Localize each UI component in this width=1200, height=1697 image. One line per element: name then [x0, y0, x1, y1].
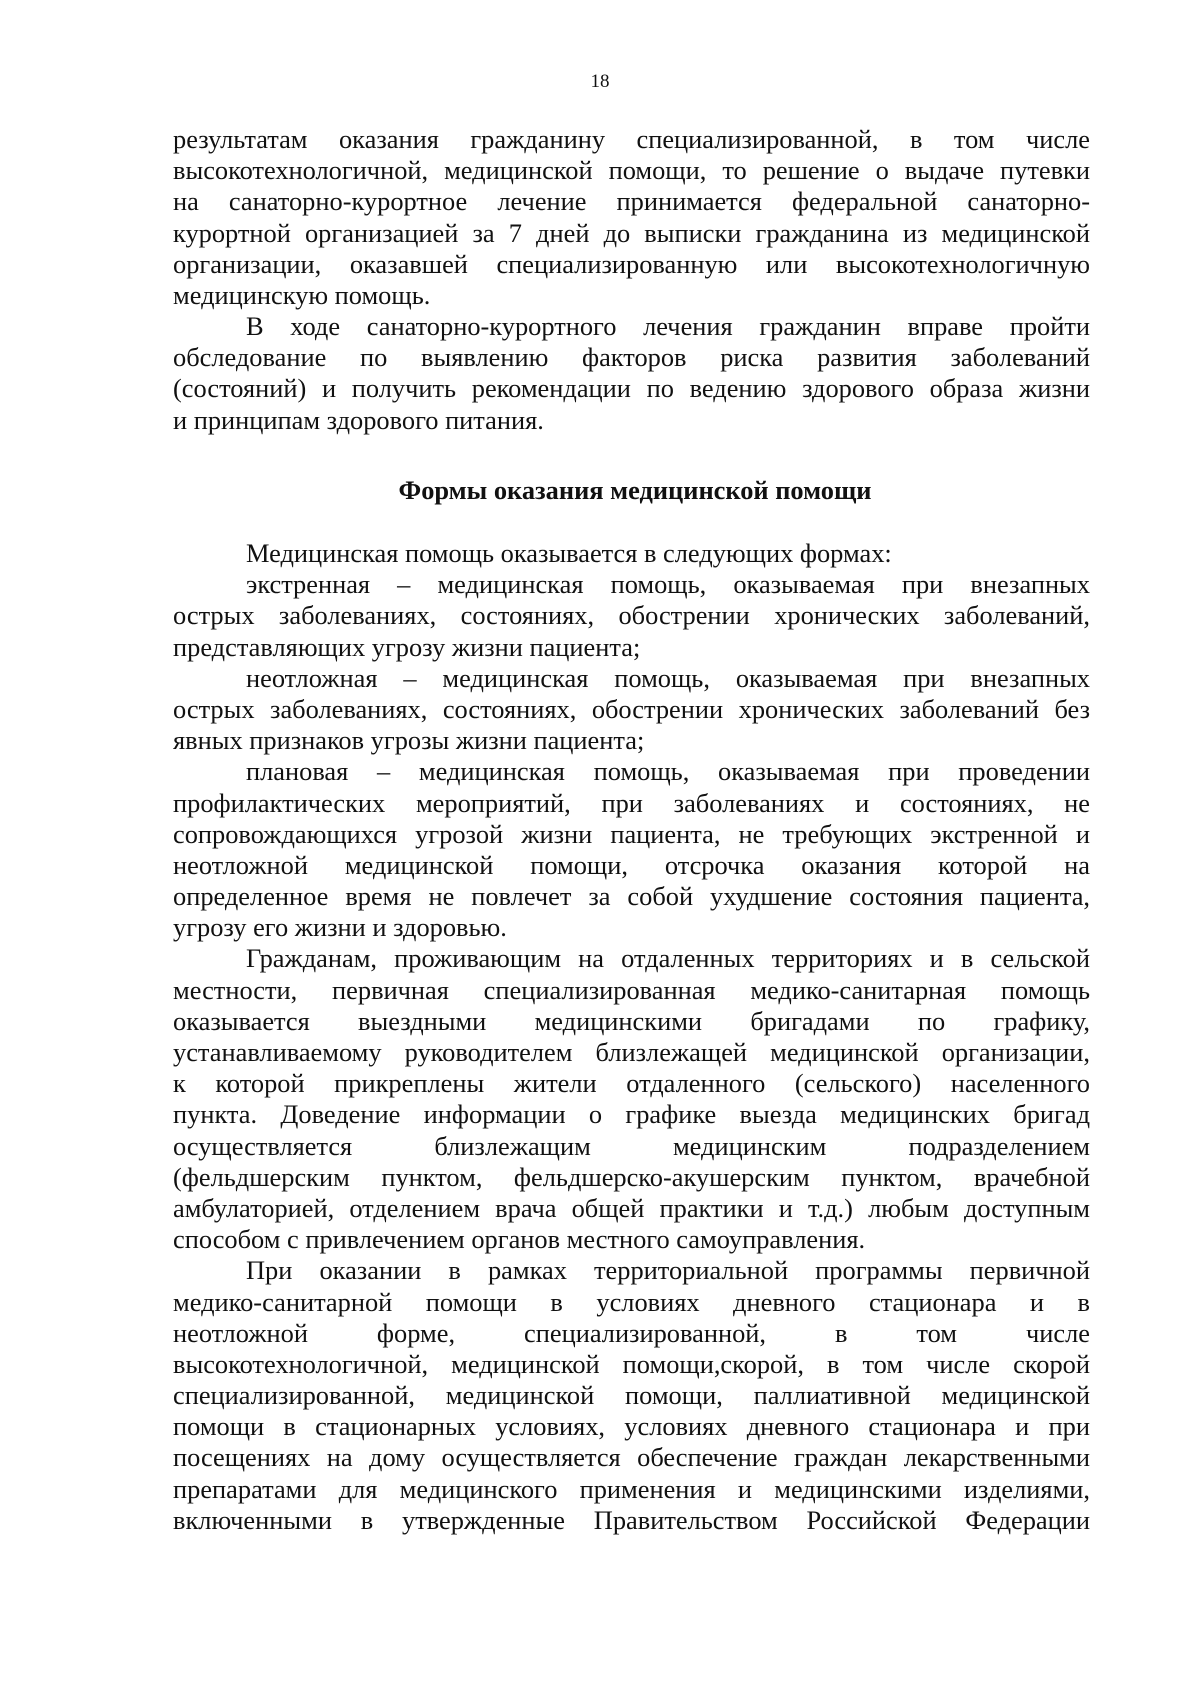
- section-heading: Формы оказания медицинской помощи: [398, 475, 872, 505]
- text-line: курортной организацией за 7 дней до выписки гражданина из медицинской: [173, 217, 1090, 248]
- text-line: (фельдшерским пунктом, фельдшерско-акушерским пунктом, врачебной: [173, 1161, 1090, 1192]
- text-line: специализированной, медицинской помощи, паллиативной медицинской: [173, 1380, 1090, 1411]
- text-line: и принципам здорового питания.: [173, 404, 544, 435]
- text-line: способом с привлечением органов местного самоуправления.: [173, 1224, 866, 1255]
- text-line: включенными в утвержденные Правительством Российской Федерации: [173, 1504, 1090, 1535]
- text-line: посещениях на дому осуществляется обеспечение граждан лекарственными: [173, 1442, 1090, 1473]
- text-line: медико-санитарной помощи в условиях дневного стационара и в: [173, 1286, 1090, 1317]
- text-line: устанавливаемому руководителем близлежащей медицинской организации,: [173, 1037, 1090, 1067]
- text-line: Гражданам, проживающим на отдаленных территориях и в сельской: [246, 943, 1090, 974]
- text-line: пункта. Доведение информации о графике выезда медицинских бригад: [173, 1099, 1090, 1130]
- text-line: на санаторно-курортное лечение принимается федеральной санаторно-: [173, 186, 1090, 217]
- text-line: явных признаков угрозы жизни пациента;: [173, 725, 645, 756]
- page-number: 18: [590, 71, 610, 92]
- text-line: сопровождающихся угрозой жизни пациента, не требующих экстренной и: [173, 818, 1090, 849]
- text-line: представляющих угрозу жизни пациента;: [173, 631, 641, 662]
- text-line: организации, оказавшей специализированную или высокотехнологичную: [173, 248, 1090, 279]
- text-line: высокотехнологичной, медицинской помощи, то решение о выдаче путевки: [173, 155, 1090, 186]
- text-line: В ходе санаторно-курортного лечения гражданин вправе пройти: [246, 311, 1090, 341]
- text-line: экстренная – медицинская помощь, оказываемая при внезапных: [246, 569, 1090, 600]
- text-line: профилактических мероприятий, при заболеваниях и состояниях, не: [173, 787, 1090, 818]
- text-line: неотложной форме, специализированной, в том числе: [173, 1317, 1090, 1348]
- section-body: [173, 538, 1090, 1536]
- text-line: Медицинская помощь оказывается в следующих формах:: [246, 538, 892, 568]
- text-line: (состояний) и получить рекомендации по ведению здорового образа жизни: [173, 373, 1090, 404]
- text-line: острых заболеваниях, состояниях, обострении хронических заболеваний,: [173, 600, 1090, 631]
- text-line: оказывается выездными медицинскими бригадами по графику,: [173, 1005, 1090, 1036]
- text-line: острых заболеваниях, состояниях, обострении хронических заболеваний без: [173, 693, 1090, 724]
- text-line: плановая – медицинская помощь, оказываемая при проведении: [246, 756, 1090, 787]
- text-line: результатам оказания гражданину специализированной, в том числе: [173, 124, 1090, 154]
- text-line: помощи в стационарных условиях, условиях дневного стационара и при: [173, 1411, 1090, 1442]
- paragraph-screening: [173, 311, 1090, 436]
- text-line: неотложная – медицинская помощь, оказываемая при внезапных: [246, 662, 1090, 693]
- text-line: осуществляется близлежащим медицинским подразделением: [173, 1130, 1090, 1161]
- text-line: местности, первичная специализированная медико-санитарная помощь: [173, 974, 1090, 1005]
- text-line: препаратами для медицинского применения и медицинскими изделиями,: [173, 1473, 1090, 1504]
- paragraph-sanatorium-voucher: [173, 124, 1090, 311]
- text-line: При оказании в рамках территориальной программы первичной: [246, 1255, 1090, 1286]
- text-line: к которой прикреплены жители отдаленного (сельского) населенного: [173, 1068, 1090, 1099]
- text-line: обследование по выявлению факторов риска развития заболеваний: [173, 342, 1090, 373]
- text-line: медицинскую помощь.: [173, 279, 431, 310]
- text-line: определенное время не повлечет за собой ухудшение состояния пациента,: [173, 881, 1090, 912]
- text-line: неотложной медицинской помощи, отсрочка оказания которой на: [173, 849, 1090, 880]
- text-line: амбулаторией, отделением врача общей практики и т.д.) любым доступным: [173, 1192, 1090, 1223]
- text-line: высокотехнологичной, медицинской помощи,скорой, в том числе скорой: [173, 1348, 1090, 1379]
- text-line: угрозу его жизни и здоровью.: [173, 912, 507, 943]
